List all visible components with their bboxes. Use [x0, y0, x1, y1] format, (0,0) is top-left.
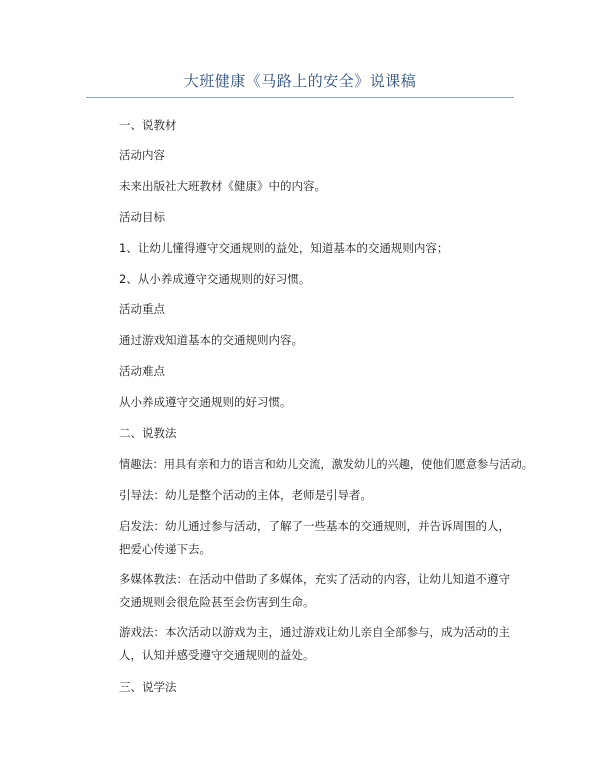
- section-heading-teaching-material: 一、说教材: [119, 118, 177, 132]
- paragraph-multimedia-method: 多媒体教法：在活动中借助了多媒体，充实了活动的内容，让幼儿知道不遵守交通规则会很危险甚至会伤害到生命。: [119, 572, 510, 609]
- subheading-activity-difficulty: 活动难点: [119, 364, 165, 378]
- paragraph-game-method: 游戏法：本次活动以游戏为主，通过游戏让幼儿亲自全部参与，成为活动的主人，认知并感受遵守交通规则的益处。: [119, 625, 510, 662]
- title-divider: [86, 97, 514, 98]
- paragraph-activity-focus: 通过游戏知道基本的交通规则内容。: [119, 333, 303, 347]
- section-heading-learning-methods: 三、说学法: [119, 680, 177, 694]
- section-heading-teaching-methods: 二、说教法: [119, 426, 177, 440]
- paragraph-goal-1: 1、让幼儿懂得遵守交通规则的益处，知道基本的交通规则内容；: [119, 241, 449, 255]
- subheading-activity-goals: 活动目标: [119, 210, 165, 224]
- paragraph-activity-content: 未来出版社大班教材《健康》中的内容。: [119, 179, 326, 193]
- paragraph-activity-difficulty: 从小养成遵守交通规则的好习惯。: [119, 395, 292, 409]
- paragraph-interest-method: 情趣法：用具有亲和力的语言和幼儿交流，激发幼儿的兴趣，使他们愿意参与活动。: [119, 458, 533, 471]
- document-title: 大班健康《马路上的安全》说课稿: [183, 72, 417, 90]
- paragraph-guidance-method: 引导法：幼儿是整个活动的主体，老师是引导者。: [119, 488, 372, 502]
- subheading-activity-focus: 活动重点: [119, 302, 165, 316]
- paragraph-goal-2: 2、从小养成遵守交通规则的好习惯。: [119, 272, 311, 286]
- paragraph-inspiration-method: 启发法：幼儿通过参与活动，了解了一些基本的交通规则，并告诉周围的人，把爱心传递下去。: [119, 519, 510, 556]
- subheading-activity-content: 活动内容: [119, 148, 165, 162]
